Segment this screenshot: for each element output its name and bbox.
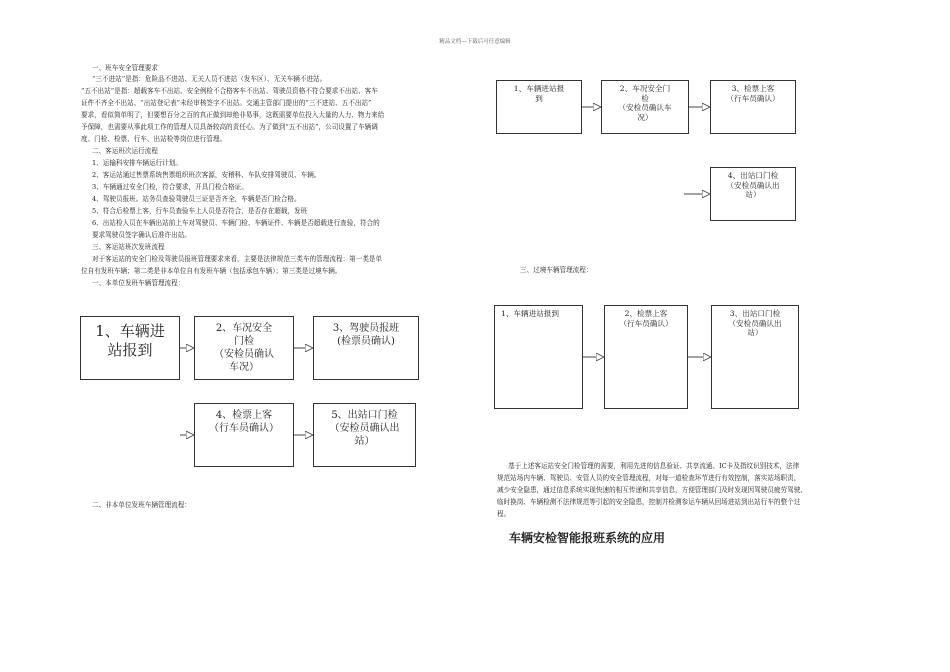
flow1-step4-box: 4、检票上客 （行车员确认） (194, 403, 294, 467)
summary-line: 规范站场内车辆、驾驶员、安管人员的安全管理流程，对每一道检查环节进行有效控制，落实站场职责， (497, 474, 801, 482)
flow2-step1-box: 1、车辆进站报 到 (496, 80, 582, 134)
flow3-step2-box: 2、检票上客 （行车员确认） (604, 305, 688, 409)
flow3-step1-box: 1、车辆进站报到 (494, 305, 583, 409)
paragraph: “三不进站”是指：危险品不进站、无关人员不进站（发车区）、无关车辆不进站。 (92, 75, 327, 83)
flow1-step1-box: 1、车辆进 站报到 (80, 316, 180, 380)
list-item: 4、驾驶员报班。站务员查验驾驶员三证是否齐全，车辆是否门检合格。 (92, 195, 301, 203)
flow2-step3-box: 3、检票上客 （行车员确认） (710, 80, 796, 134)
flow1-step3-box: 3、驾驶员报班 (检票员确认) (313, 316, 419, 380)
section3-title: 三、过境车辆管理流程： (520, 266, 593, 274)
paragraph: “五不出站”是指：超载客车不出站、安全例检不合格客车不出站、驾驶员资格不符合要求不出站、客车 (81, 87, 378, 95)
flow2-step4-box: 4、出站口门检 （安检员确认出 站） (710, 167, 796, 221)
flow1-step2-box: 2、车况安全 门检 （安检员确认 车况） (194, 316, 294, 380)
paragraph: 位自有发班车辆；第二类是非本单位自有发班车辆（包括承包车辆）；第三类是过境车辆。 (81, 267, 342, 275)
summary-line: 程。 (497, 510, 511, 518)
summary-line: 基于上述客运站安全门检管理的需要，利用先进的信息验证、共享流通、IC卡及指纹识别技术，法律 (508, 462, 800, 470)
list-item: 2、客运站通过售票系统售票组织班次客源，安稽科、车队安排驾驶员、车辆。 (92, 171, 321, 179)
summary-line: 减少安全隐患，通过信息系统实现快速的相互传递和共享信息，方便管理部门及时发现因驾驶员疲劳驾驶、 (497, 486, 807, 494)
list-item: 1、运输科安排车辆运行计划。 (92, 159, 182, 167)
heading-3: 三、客运站班次发班流程 (92, 243, 165, 251)
flow2-step2-box: 2、车况安全门 检 （安检员确认车 况） (601, 80, 689, 134)
section-heading: 车辆安检智能报班系统的应用 (509, 531, 666, 545)
paragraph: 证件不齐全不出站、“出站登记表”未经审核签字不出站。交通主管部门提出的“三不进站、五不出站” (81, 99, 372, 107)
list-item: 要求驾驶员签字确认后准许出站。 (92, 231, 191, 239)
paragraph: 对于客运站的安全门检及驾驶员报班管理要求来看，主要是法律规范三类车的管理流程：第一类是单 (92, 255, 383, 263)
subheading: 一、本单位发班车辆管理流程： (92, 279, 185, 287)
paragraph: 要求，看似简单明了，但要想百分之百的真正做到却绝非易事，这既需要单位投入大量的人力、物力来给 (81, 111, 385, 119)
heading-2: 二、客运班次运行流程 (92, 147, 158, 155)
paragraph: 予保障，也需要从事此项工作的管理人员具备较高的责任心。为了做到“五不出站”，公司设置了车辆调 (81, 123, 378, 131)
flow3-step3-box: 3、出站口门检 （安检员确认出 站） (711, 305, 799, 409)
page-header: 精品文档---下载后可任意编辑 (439, 39, 511, 45)
heading-1: 一、班车安全管理要求 (92, 64, 158, 72)
paragraph: 度、门检、检票、行车、出站检等岗位进行管理。 (81, 135, 227, 143)
summary-line: 临时换岗、车辆检测不法律规范等引起的安全隐患，控制并检测参运车辆从回场进站到出站行车的整个过 (497, 498, 801, 506)
list-item: 5、符合后检票上客，行车员查验车上人员是否符合，是否存在超载，发班 (92, 207, 308, 215)
list-item: 3、车辆通过安全门检，符合要求，开具门检合格证。 (92, 183, 248, 191)
flow1-step5-box: 5、出站口门检 （安检员确认出 站） (313, 403, 416, 467)
list-item: 6、出站检人员在车辆出站前上车对驾驶员、车辆门检、车辆证件、车辆是否超载进行查验，符合的 (92, 219, 380, 227)
section2-title: 二、非本单位发班车辆管理流程： (92, 501, 191, 509)
